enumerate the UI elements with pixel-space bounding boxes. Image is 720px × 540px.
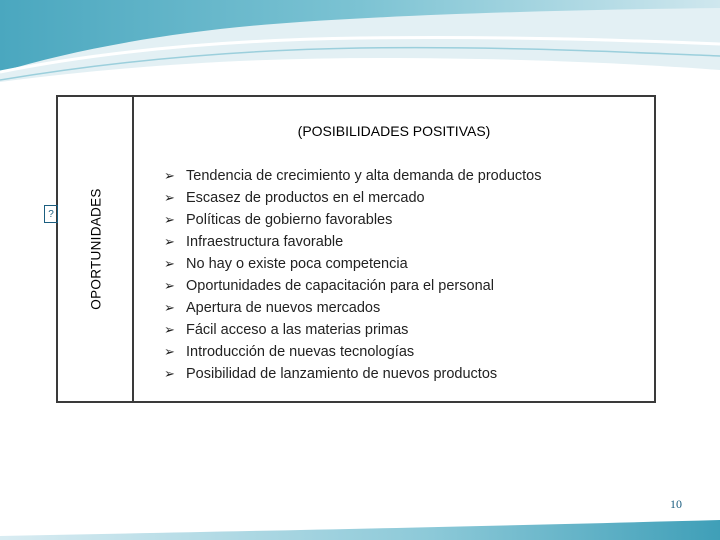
list-item-text: Introducción de nuevas tecnologías xyxy=(186,344,415,360)
list-item-text: Políticas de gobierno favorables xyxy=(186,212,393,228)
list-item-text: Tendencia de crecimiento y alta demanda de productos xyxy=(186,168,542,184)
list-item xyxy=(164,209,541,231)
arrow-bullet-icon: ➢ xyxy=(164,256,175,272)
list-item xyxy=(164,275,541,297)
list-item xyxy=(164,319,541,341)
bullet-list xyxy=(164,165,541,385)
missing-glyph-icon: ? xyxy=(44,205,58,223)
arrow-bullet-icon: ➢ xyxy=(164,212,175,228)
list-item-text: Posibilidad de lanzamiento de nuevos productos xyxy=(186,366,498,382)
list-item xyxy=(164,363,541,385)
arrow-bullet-icon: ➢ xyxy=(164,168,175,184)
arrow-bullet-icon: ➢ xyxy=(164,344,175,360)
footer-decoration xyxy=(0,518,720,540)
list-item xyxy=(164,253,541,275)
header-decoration xyxy=(0,0,720,90)
section-heading: (POSIBILIDADES POSITIVAS) xyxy=(297,123,491,139)
arrow-bullet-icon: ➢ xyxy=(164,278,175,294)
side-column xyxy=(58,97,134,401)
arrow-bullet-icon: ➢ xyxy=(164,366,175,382)
list-item xyxy=(164,297,541,319)
list-item-text: Escasez de productos en el mercado xyxy=(186,190,425,206)
content-table xyxy=(56,95,656,403)
arrow-bullet-icon: ➢ xyxy=(164,322,175,338)
list-item-text: Oportunidades de capacitación para el personal xyxy=(186,278,494,294)
list-item-text: Apertura de nuevos mercados xyxy=(186,300,381,316)
list-item xyxy=(164,165,541,187)
arrow-bullet-icon: ➢ xyxy=(164,190,175,206)
arrow-bullet-icon: ➢ xyxy=(164,234,175,250)
main-column xyxy=(134,97,654,401)
list-item xyxy=(164,187,541,209)
list-item-text: Infraestructura favorable xyxy=(186,234,344,250)
page-number: 10 xyxy=(670,497,682,511)
list-item-text: No hay o existe poca competencia xyxy=(186,256,408,272)
list-item-text: Fácil acceso a las materias primas xyxy=(186,322,409,338)
arrow-bullet-icon: ➢ xyxy=(164,300,175,316)
side-label: OPORTUNIDADES xyxy=(88,188,104,310)
list-item xyxy=(164,341,541,363)
list-item xyxy=(164,231,541,253)
